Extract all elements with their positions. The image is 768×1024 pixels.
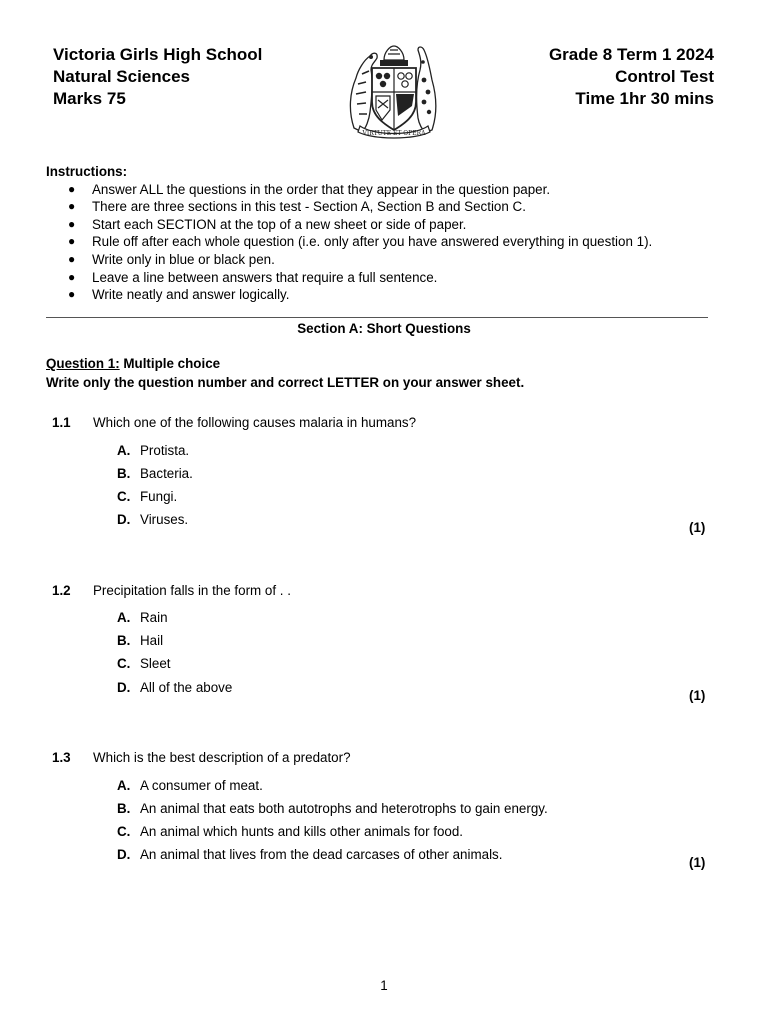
- grade-term: Grade 8 Term 1 2024: [548, 45, 714, 64]
- bullet-icon: ●: [68, 234, 76, 249]
- bullet-icon: ●: [68, 251, 76, 266]
- question-heading: [46, 356, 220, 371]
- instruction-item: ● Start each SECTION at the top of a new sheet or side of paper.: [68, 216, 467, 232]
- mark-allocation: (1): [689, 855, 706, 870]
- instruction-item: ● Write only in blue or black pen.: [68, 251, 275, 267]
- instructions-title: Instructions:: [46, 164, 128, 179]
- instruction-item: ● There are three sections in this test - Section A, Section B and Section C.: [68, 199, 526, 215]
- bullet-icon: ●: [68, 287, 76, 302]
- test-type: Control Test: [615, 67, 714, 86]
- question-text: Precipitation falls in the form of . .: [93, 583, 291, 598]
- bullet-icon: ●: [68, 216, 76, 231]
- bullet-icon: ●: [68, 199, 76, 214]
- school-crest-logo: [340, 40, 448, 140]
- instructions-block: [46, 163, 652, 304]
- bullet-icon: ●: [68, 181, 76, 196]
- instruction-item: ● Answer ALL the questions in the order that they appear in the question paper.: [68, 181, 551, 197]
- question-label: Question 1:: [46, 356, 120, 371]
- header-left: [53, 44, 262, 110]
- mark-allocation: (1): [689, 688, 706, 703]
- question-number: 1.2: [52, 583, 71, 598]
- question-instruction: Write only the question number and correct LETTER on your answer sheet.: [46, 375, 525, 390]
- question-text: Which one of the following causes malaria in humans?: [93, 415, 417, 430]
- horizontal-divider: [46, 317, 708, 318]
- instructions-list: [46, 181, 652, 304]
- bullet-icon: ●: [68, 269, 76, 284]
- question-type: Multiple choice: [119, 356, 221, 371]
- test-duration: Time 1hr 30 mins: [575, 89, 714, 108]
- question-number: 1.3: [52, 750, 71, 765]
- instruction-item: ● Write neatly and answer logically.: [68, 287, 290, 303]
- mark-allocation: (1): [689, 520, 706, 535]
- question-number: 1.1: [52, 415, 71, 430]
- instruction-item: ● Leave a line between answers that require a full sentence.: [68, 269, 438, 285]
- instruction-item: ● Rule off after each whole question (i.e. only after you have answered everything in question 1).: [68, 234, 653, 250]
- section-title: Section A: Short Questions: [297, 321, 471, 336]
- header-right: [549, 44, 714, 110]
- question-text: Which is the best description of a predator?: [93, 750, 351, 765]
- page-number: 1: [380, 978, 388, 993]
- school-name: Victoria Girls High School: [53, 45, 263, 64]
- crest-motto: VIRTUTE ET OPERA: [362, 130, 426, 137]
- subject-name: Natural Sciences: [53, 67, 191, 86]
- total-marks: Marks 75: [53, 89, 126, 108]
